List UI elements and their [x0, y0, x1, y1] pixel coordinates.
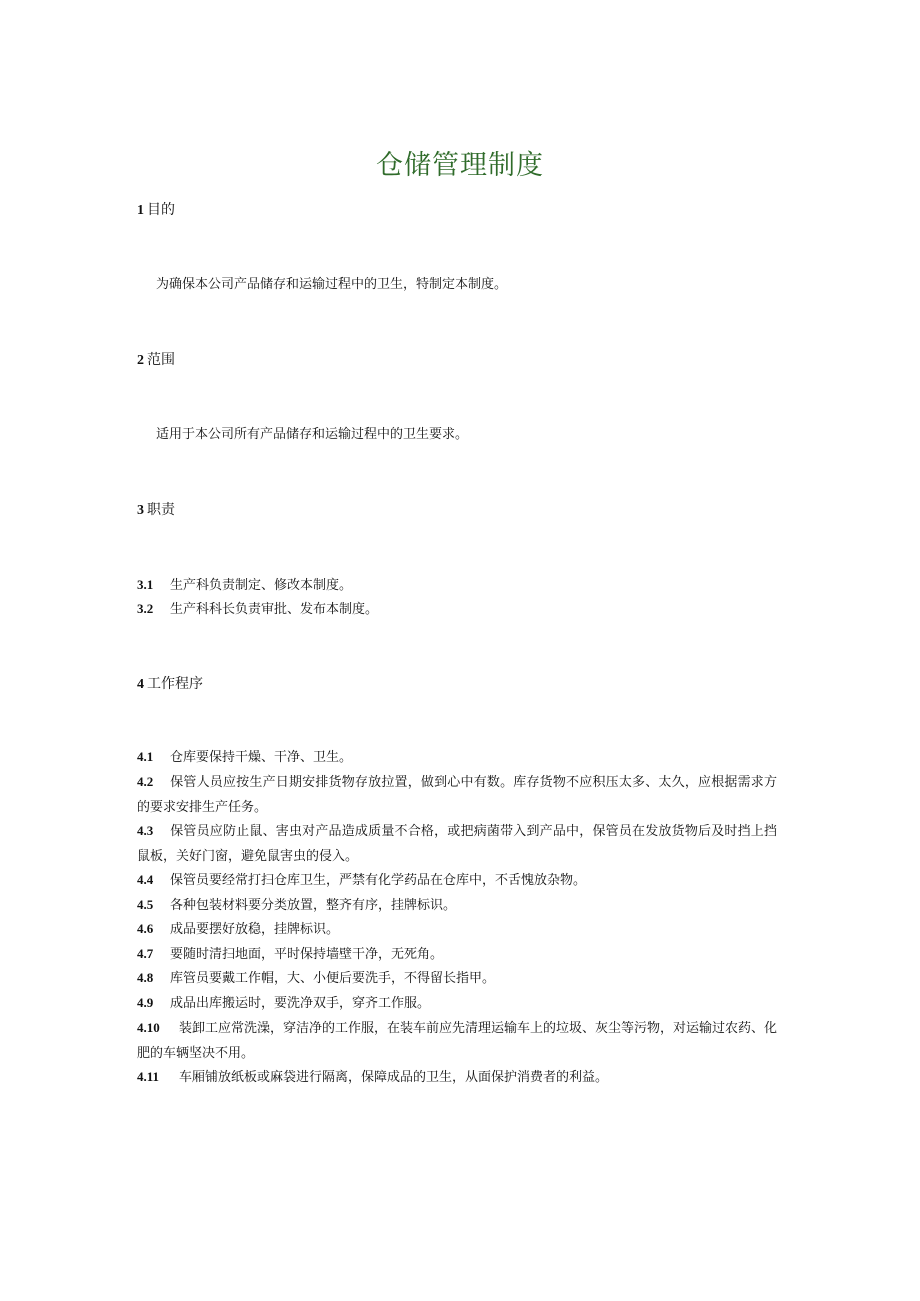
duty-item: [137, 597, 777, 623]
procedure-item: [137, 942, 777, 968]
scope-paragraph: 适用于本公司所有产品储存和运输过程中的卫生要求。: [156, 427, 469, 442]
item-text: 成品出库搬运时，要洗净双手，穿齐工作服。: [170, 996, 431, 1011]
item-text: 仓库要保持干燥、干净、卫生。: [170, 750, 353, 765]
section-number: 1: [137, 203, 144, 218]
item-text: 各种包装材料要分类放置，整齐有序，挂牌标识。: [170, 898, 457, 913]
section-number: 4: [137, 677, 144, 692]
procedure-item: [137, 868, 777, 894]
item-number: 4.7: [137, 946, 154, 961]
purpose-paragraph: 为确保本公司产品储存和运输过程中的卫生，特制定本制度。: [156, 277, 508, 292]
document-title: 仓储管理制度: [376, 150, 544, 181]
item-number: 4.10: [137, 1020, 160, 1035]
procedure-item: [137, 770, 777, 820]
section-title: 工作程序: [147, 676, 203, 692]
item-text: 成品要摆好放稳，挂牌标识。: [170, 922, 340, 937]
item-text: 要随时清扫地面，平时保持墙壁干净，无死角。: [170, 947, 444, 962]
section-heading-procedures: [137, 674, 203, 695]
item-number: 3.2: [137, 601, 154, 616]
section-number: 3: [137, 503, 144, 518]
item-number: 4.8: [137, 970, 154, 985]
procedure-item: [137, 819, 777, 869]
procedure-item: [137, 966, 777, 992]
item-text: 装卸工应常洗澡，穿洁净的工作服，在装车前应先清理运输车上的垃圾、灰尘等污物，对运输过农药、化肥的车辆坚决不用。: [137, 1021, 778, 1061]
item-number: 4.6: [137, 921, 154, 936]
item-number: 4.4: [137, 872, 154, 887]
section-heading-scope: [137, 350, 175, 371]
section-title: 范围: [147, 352, 175, 368]
procedure-item: [137, 1016, 777, 1066]
item-number: 4.9: [137, 995, 154, 1010]
procedure-item: [137, 991, 777, 1017]
duty-item: [137, 573, 777, 599]
section-heading-purpose: [137, 200, 175, 221]
item-text: 生产科科长负责审批、发布本制度。: [170, 602, 379, 617]
item-text: 车厢铺放纸板或麻袋进行隔离，保障成品的卫生，从面保护消费者的利益。: [179, 1070, 609, 1085]
procedure-item: [137, 893, 777, 919]
section-title: 目的: [147, 202, 175, 218]
item-number: 4.3: [137, 823, 154, 838]
item-number: 4.11: [137, 1069, 160, 1084]
procedure-item: [137, 917, 777, 943]
procedure-item: [137, 745, 777, 771]
section-heading-duties: [137, 500, 175, 521]
item-text: 保管员应防止鼠、害虫对产品造成质量不合格，或把病菌带入到产品中，保管员在发放货物后及时挡上挡鼠板，关好门窗，避免鼠害虫的侵入。: [137, 824, 777, 864]
item-number: 4.1: [137, 749, 154, 764]
item-text: 保管人员应按生产日期安排货物存放拉置，做到心中有数。库存货物不应积压太多、太久，应根据需求方的要求安排生产任务。: [137, 775, 777, 815]
item-text: 保管员要经常打扫仓库卫生，严禁有化学药品在仓库中，不舌愧放杂物。: [170, 873, 587, 888]
item-number: 4.5: [137, 897, 154, 912]
section-number: 2: [137, 353, 144, 368]
section-title: 职责: [147, 502, 175, 518]
item-text: 生产科负责制定、修改本制度。: [170, 578, 353, 593]
item-number: 3.1: [137, 577, 154, 592]
procedure-item: [137, 1065, 777, 1091]
item-text: 库管员要戴工作帽，大、小便后要洗手，不得留长指甲。: [170, 971, 496, 986]
item-number: 4.2: [137, 774, 154, 789]
